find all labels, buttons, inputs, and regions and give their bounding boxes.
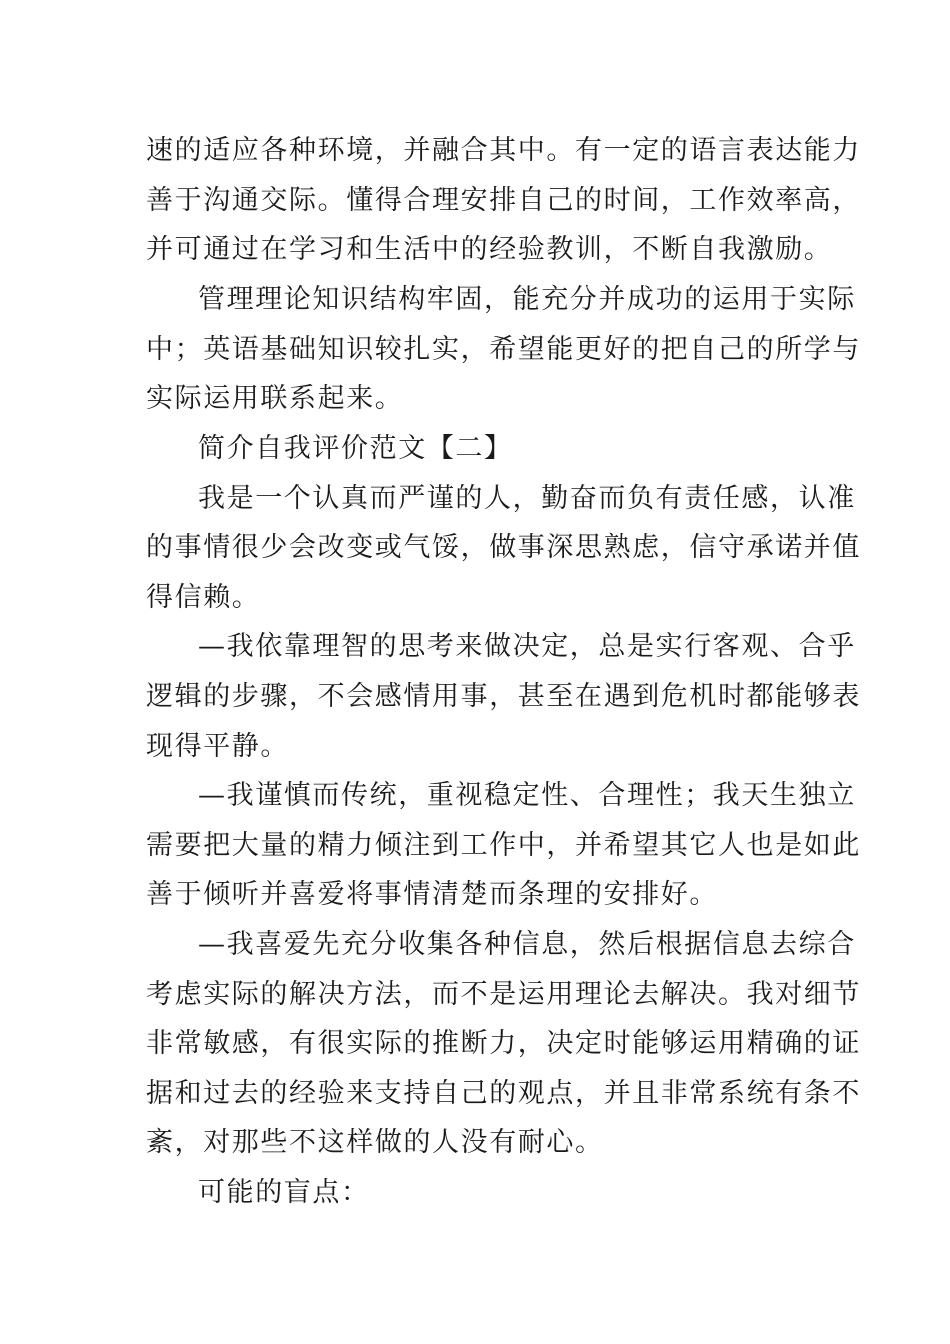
section-heading: 简介自我评价范文【二】 [198,433,513,464]
paragraph-first-line: 可能的盲点： [198,1177,370,1208]
text-line: 并可通过在学习和生活中的经验教训，不断自我激励。 [146,234,833,265]
paragraph-first-line: —我依靠理智的思考来做决定，总是实行客观、合乎 [198,631,856,662]
text-line: 的事情很少会改变或气馁，做事深思熟虑，信守承诺并值 [146,532,861,563]
text-line: 逻辑的步骤，不会感情用事，甚至在遇到危机时都能够表 [146,681,861,712]
text-line: 得信赖。 [146,582,261,613]
paragraph-first-line: —我谨慎而传统，重视稳定性、合理性；我天生独立 [198,780,856,811]
text-line: 据和过去的经验来支持自己的观点，并且非常系统有条不 [146,1078,861,1109]
text-line: 速的适应各种环境，并融合其中。有一定的语言表达能力 [146,135,861,166]
text-line: 需要把大量的精力倾注到工作中，并希望其它人也是如此 [146,830,861,861]
text-line: 善于倾听并喜爱将事情清楚而条理的安排好。 [146,879,718,910]
text-line: 紊，对那些不这样做的人没有耐心。 [146,1127,604,1158]
text-line: 非常敏感，有很实际的推断力，决定时能够运用精确的证 [146,1028,861,1059]
text-line: 实际运用联系起来。 [146,383,404,414]
text-line: 考虑实际的解决方法，而不是运用理论去解决。我对细节 [146,979,861,1010]
paragraph-first-line: —我喜爱先充分收集各种信息，然后根据信息去综合 [198,929,856,960]
text-line: 现得平静。 [146,731,289,762]
paragraph-first-line: 管理理论知识结构牢固，能充分并成功的运用于实际 [198,284,856,315]
paragraph-first-line: 我是一个认真而严谨的人，勤奋而负有责任感，认准 [198,483,856,514]
text-line: 中；英语基础知识较扎实，希望能更好的把自己的所学与 [146,334,861,365]
text-line: 善于沟通交际。懂得合理安排自己的时间，工作效率高， [146,185,861,216]
